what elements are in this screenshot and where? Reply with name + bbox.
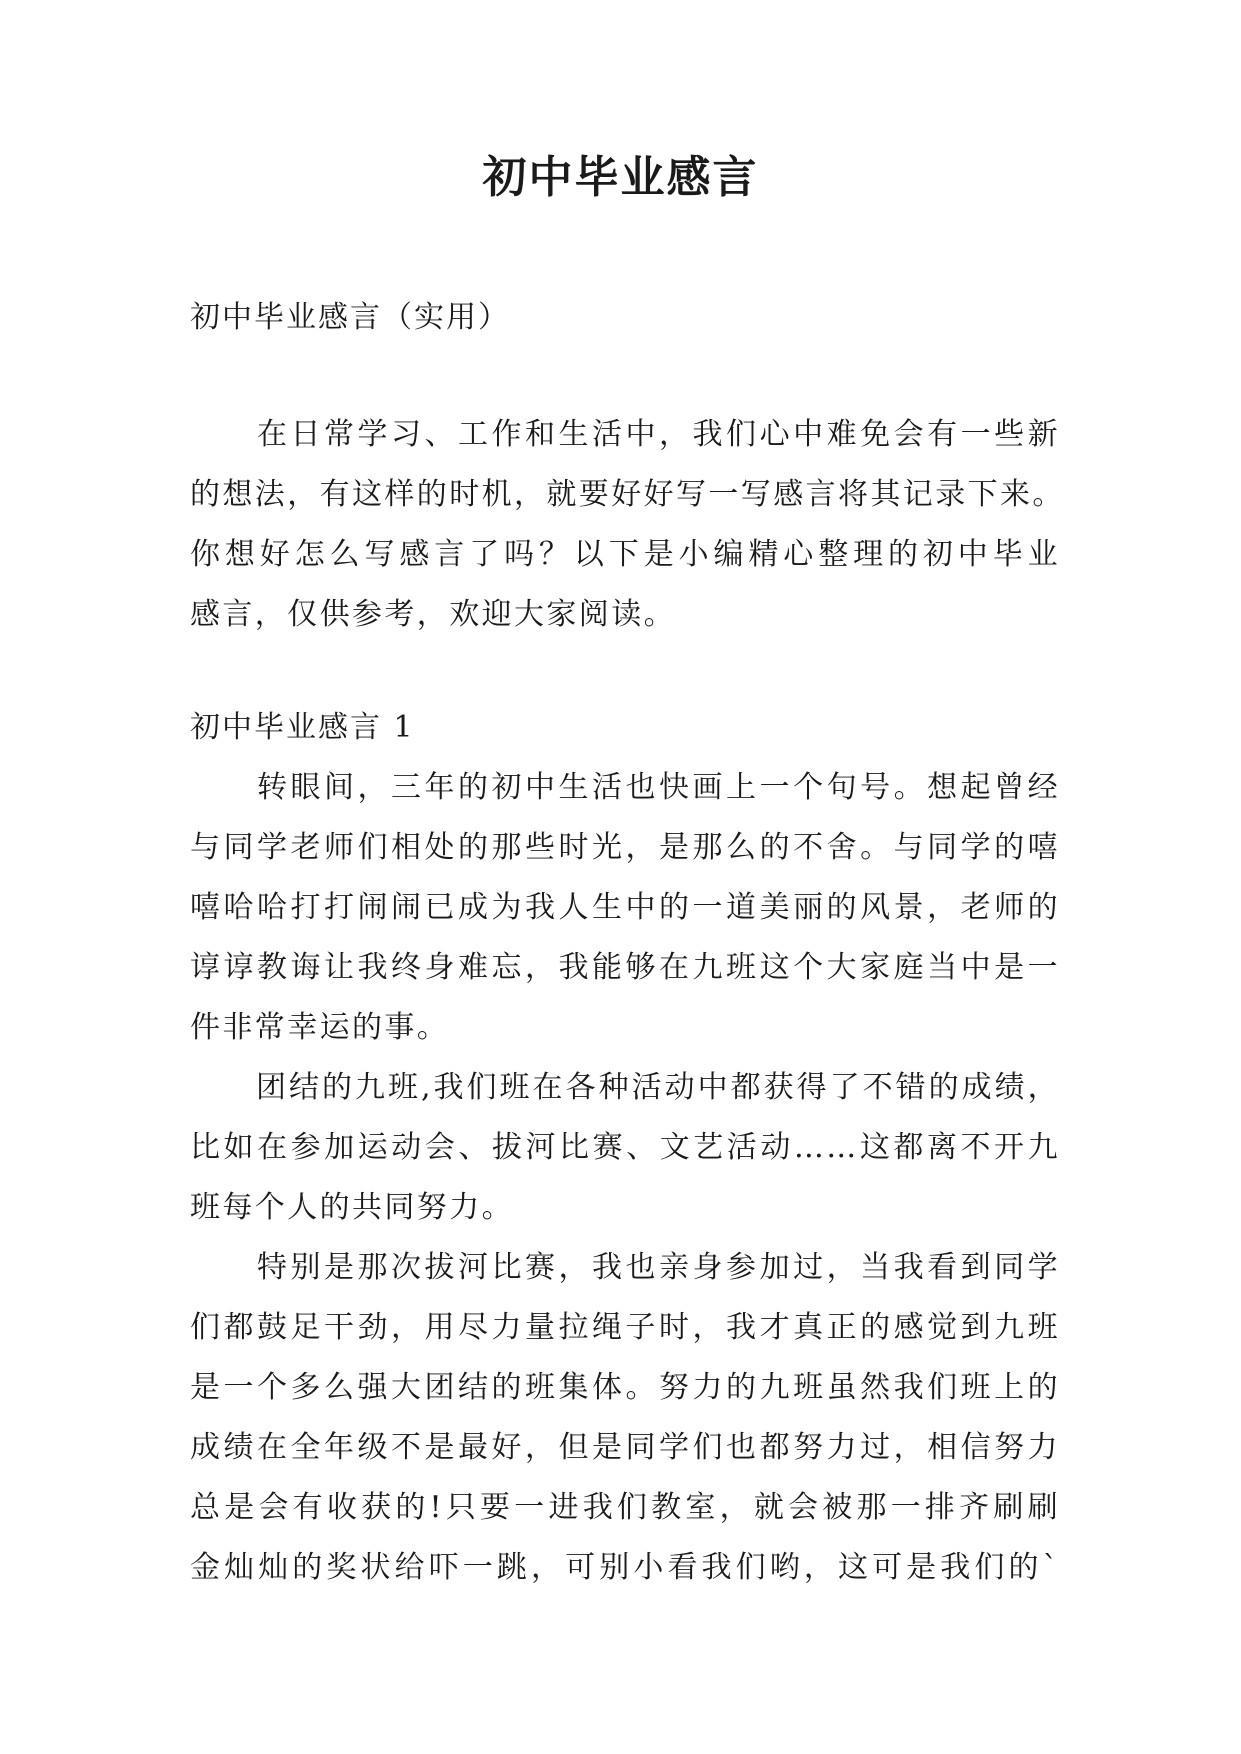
body-line: 金灿灿的奖状给吓一跳，可别小看我们哟，这可是我们的`	[190, 1550, 1060, 1585]
intro-paragraph	[190, 405, 1065, 645]
body-line: 团结的九班,我们班在各种活动中都获得了不错的成绩，	[190, 1070, 1060, 1105]
body-line: 转眼间，三年的初中生活也快画上一个句号。想起曾经	[190, 770, 1060, 805]
intro-line: 感言，仅供参考，欢迎大家阅读。	[190, 597, 676, 632]
intro-line: 的想法，有这样的时机，就要好好写一写感言将其记录下来。	[190, 477, 1065, 512]
body-line: 是一个多么强大团结的班集体。努力的九班虽然我们班上的	[190, 1370, 1060, 1405]
section-heading: 初中毕业感言 1	[190, 710, 415, 745]
body-line: 谆谆教诲让我终身难忘，我能够在九班这个大家庭当中是一	[190, 950, 1060, 985]
body-line: 班每个人的共同努力。	[190, 1190, 514, 1225]
body-line: 总是会有收获的!只要一进我们教室，就会被那一排齐刷刷	[190, 1490, 1060, 1525]
intro-line: 在日常学习、工作和生活中，我们心中难免会有一些新	[190, 417, 1060, 452]
intro-line: 你想好怎么写感言了吗？以下是小编精心整理的初中毕业	[190, 537, 1060, 572]
body-line: 比如在参加运动会、拔河比赛、文艺活动……这都离不开九	[190, 1130, 1060, 1165]
body-line: 与同学老师们相处的那些时光，是那么的不舍。与同学的嘻	[190, 830, 1060, 865]
body-text	[190, 758, 1060, 1598]
body-line: 们都鼓足干劲，用尽力量拉绳子时，我才真正的感觉到九班	[190, 1310, 1060, 1345]
body-line: 件非常幸运的事。	[190, 1010, 450, 1045]
body-line: 特别是那次拔河比赛，我也亲身参加过，当我看到同学	[190, 1250, 1060, 1285]
body-line: 成绩在全年级不是最好，但是同学们也都努力过，相信努力	[190, 1430, 1060, 1465]
body-line: 嘻哈哈打打闹闹已成为我人生中的一道美丽的风景，老师的	[190, 890, 1060, 925]
document-title: 初中毕业感言	[482, 152, 759, 203]
document-subtitle: 初中毕业感言（实用）	[190, 300, 510, 335]
